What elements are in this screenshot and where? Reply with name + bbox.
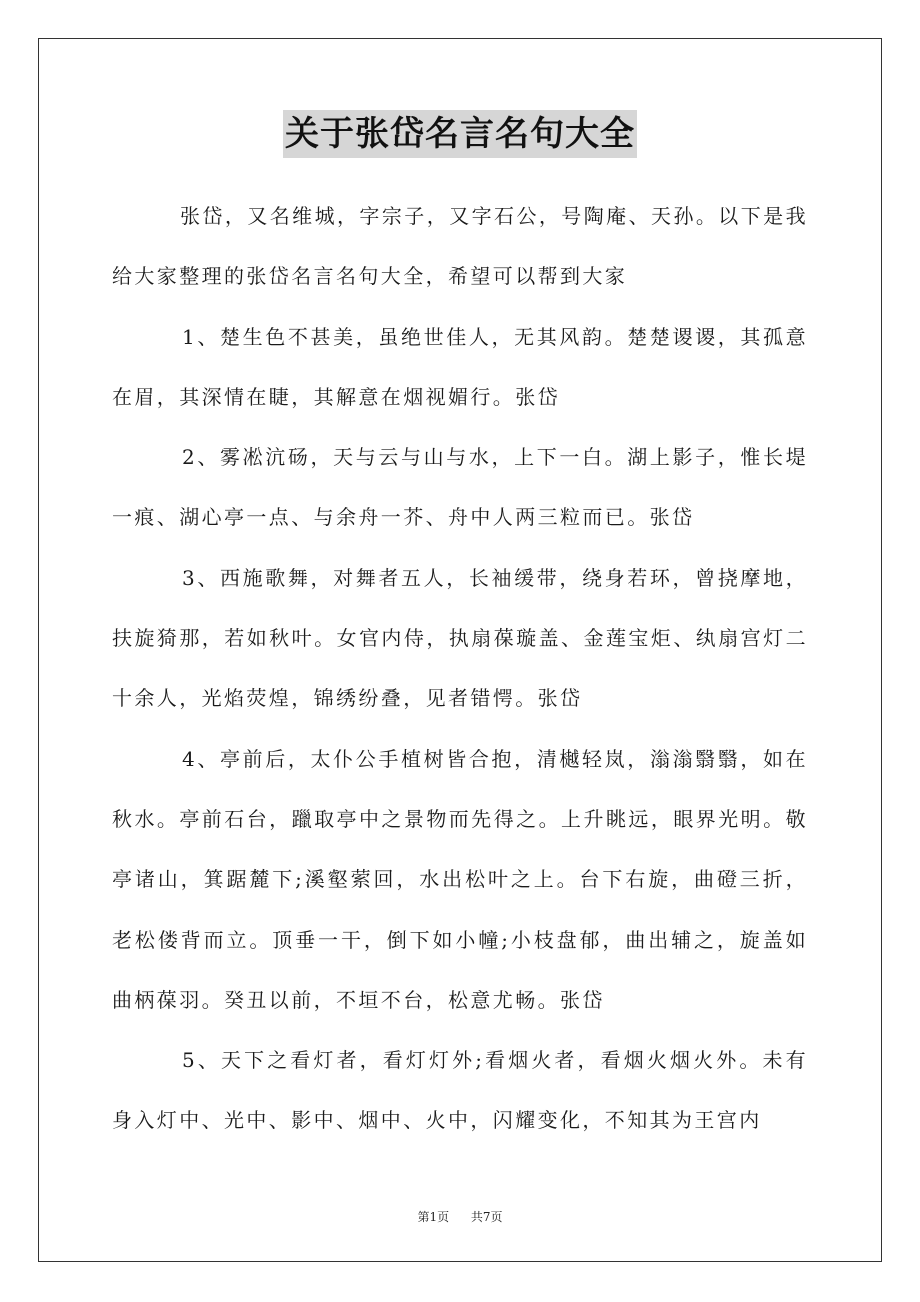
quote-paragraph-3: 3、西施歌舞，对舞者五人，长袖缓带，绕身若环，曾挠摩地，扶旋猗那，若如秋叶。女官内侍，执扇葆璇盖、金莲宝炬、纨扇宫灯二十余人，光焰荧煌，锦绣纷叠，见者错愕。张岱 [112, 565, 808, 711]
quote-paragraph-1: 1、楚生色不甚美，虽绝世佳人，无其风韵。楚楚谡谡，其孤意在眉，其深情在睫，其解意在烟视媚行。张岱 [112, 324, 808, 409]
document-title: 关于张岱名言名句大全 [283, 110, 637, 158]
page-number: 第1页 [417, 1210, 450, 1224]
intro-paragraph: 张岱，又名维城，字宗子，又字石公，号陶庵、天孙。以下是我给大家整理的张岱名言名句大全，希望可以帮到大家 [112, 204, 808, 289]
title-container [0, 110, 920, 158]
quote-paragraph-4: 4、亭前后，太仆公手植树皆合抱，清樾轻岚，滃滃翳翳，如在秋水。亭前石台，躐取亭中之景物而先得之。上升眺远，眼界光明。敬亭诸山，箕踞麓下;溪壑萦回，水出松叶之上。台下右旋，曲磴三折，老松偻背而立。顶垂一干，倒下如小幢;小枝盘郁，曲出辅之，旋盖如曲柄葆羽。癸丑以前，不垣不台，松意尤畅。张岱 [112, 746, 808, 1012]
quote-paragraph-5: 5、天下之看灯者，看灯灯外;看烟火者，看烟火烟火外。未有身入灯中、光中、影中、烟中、火中，闪耀变化，不知其为王宫内 [112, 1048, 808, 1133]
quote-paragraph-2: 2、雾凇沆砀，天与云与山与水，上下一白。湖上影子，惟长堤一痕、湖心亭一点、与余舟一芥、舟中人两三粒而已。张岱 [112, 445, 808, 530]
page-total: 共7页 [470, 1210, 503, 1224]
document-body [112, 186, 808, 1151]
page-footer [0, 1208, 920, 1225]
